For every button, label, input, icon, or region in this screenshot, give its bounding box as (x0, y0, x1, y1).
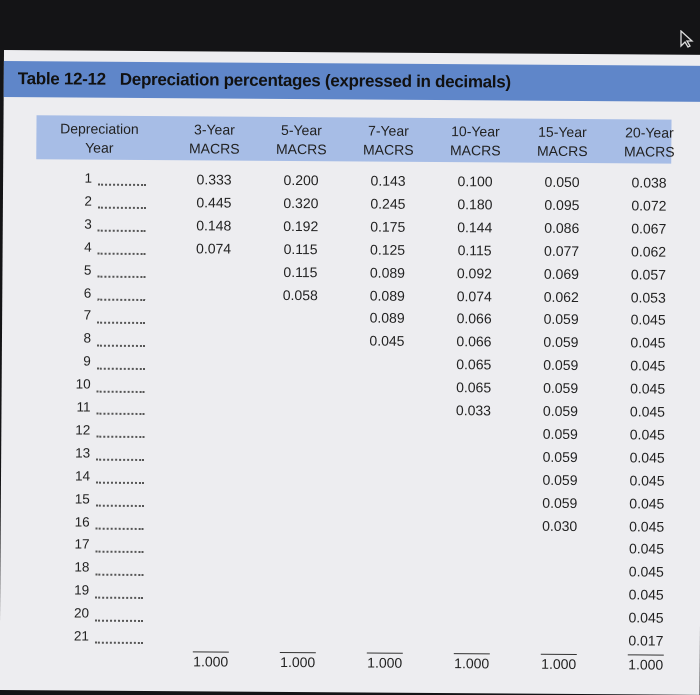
table-cell: 0.059 (543, 311, 579, 328)
table-cell: 0.045 (628, 609, 664, 626)
year-label (57, 328, 162, 351)
table-cell: 0.059 (543, 379, 579, 397)
year-label (58, 236, 163, 259)
column-total: 1.000 (454, 655, 490, 672)
table-cell: 0.333 (196, 171, 232, 188)
column-header-line2: MACRS (188, 140, 240, 157)
year-label (58, 167, 163, 190)
table-cell: 0.017 (628, 632, 664, 649)
table-cell: 0.045 (369, 332, 405, 350)
table-cell: 0.066 (456, 333, 492, 350)
column-header (345, 121, 431, 160)
leader-dots (96, 470, 144, 484)
column-total: 1.000 (193, 653, 229, 670)
year-number: 10 (75, 376, 91, 392)
column-total: 1.000 (628, 656, 664, 673)
year-label (56, 511, 161, 534)
table-cell: 0.045 (628, 586, 664, 603)
table-cell: 0.059 (542, 494, 578, 511)
year-number: 8 (83, 330, 92, 346)
table-cell: 0.072 (631, 197, 667, 214)
column-header-line2: Year (85, 139, 114, 156)
year-number: 7 (83, 307, 92, 324)
year-number: 12 (75, 422, 91, 438)
leader-dots (98, 172, 146, 186)
table-cell: 0.065 (456, 379, 492, 396)
table-cell: 0.045 (630, 311, 666, 329)
table-cell: 0.057 (630, 265, 667, 283)
year-label (56, 419, 161, 442)
year-number: 17 (74, 536, 90, 552)
year-number: 1 (84, 170, 93, 186)
year-label (57, 259, 162, 282)
column-header-line1: 10-Year (451, 123, 500, 140)
year-number: 3 (84, 216, 92, 232)
column-header (258, 121, 344, 160)
column-header (606, 123, 692, 162)
table-cell: 0.089 (369, 287, 405, 304)
table-caption (4, 61, 700, 102)
column-header-line1: 15-Year (538, 123, 587, 141)
depreciation-table (33, 115, 675, 683)
column-header-line2: MACRS (362, 141, 414, 158)
year-number: 21 (73, 628, 89, 644)
year-label (55, 602, 160, 625)
table-cell: 0.045 (628, 540, 665, 558)
table-cell: 0.175 (370, 218, 406, 235)
column-total: 1.000 (541, 655, 577, 672)
leader-dots (97, 309, 145, 323)
table-cell: 0.053 (630, 288, 666, 306)
column-header-line1: 3-Year (194, 121, 235, 138)
year-label (55, 580, 160, 603)
year-label (55, 625, 160, 648)
table-cell: 0.148 (196, 217, 232, 234)
column-header (171, 120, 257, 159)
leader-dots (97, 287, 145, 301)
leader-dots (97, 332, 145, 346)
year-label (56, 465, 161, 488)
leader-dots (95, 607, 143, 621)
table-cell: 0.045 (628, 563, 664, 580)
table-cell: 0.062 (631, 243, 667, 260)
year-label (57, 351, 162, 374)
table-cell: 0.059 (542, 448, 578, 465)
leader-dots (97, 355, 145, 369)
column-header-line2: MACRS (536, 142, 588, 160)
column-header-line2: MACRS (275, 140, 327, 158)
table-cell: 0.092 (456, 264, 493, 282)
table-cell: 0.045 (630, 334, 666, 351)
table-cell: 0.059 (542, 471, 578, 488)
table-cell: 0.192 (283, 217, 319, 234)
table-cell: 0.045 (629, 449, 665, 466)
year-number: 2 (84, 193, 93, 209)
year-number: 5 (83, 262, 92, 278)
table-cell: 0.115 (283, 240, 318, 257)
table-cell: 0.086 (544, 219, 580, 236)
table-cell: 0.180 (457, 196, 493, 213)
table-cell: 0.069 (543, 265, 580, 282)
table-cell: 0.059 (543, 356, 579, 374)
year-label (55, 557, 160, 580)
table-cell: 0.445 (196, 194, 232, 211)
leader-dots (96, 516, 144, 530)
table-cell: 0.074 (196, 240, 232, 257)
table-cell: 0.045 (629, 403, 666, 420)
table-body (33, 159, 672, 683)
table-cell: 0.045 (629, 517, 665, 535)
leader-dots (95, 561, 143, 575)
leader-dots (97, 378, 145, 392)
table-header (36, 115, 675, 163)
table-cell: 0.143 (370, 172, 406, 189)
year-number: 14 (74, 468, 91, 484)
column-header (432, 122, 518, 161)
leader-dots (98, 218, 146, 232)
table-cell: 0.095 (544, 196, 580, 213)
year-number: 18 (74, 559, 90, 575)
table-cell: 0.115 (283, 263, 318, 280)
table-cell: 0.030 (542, 517, 578, 534)
leader-dots (96, 424, 144, 438)
table-cell: 0.045 (629, 426, 665, 443)
year-number: 19 (74, 582, 90, 598)
year-number: 13 (75, 445, 91, 461)
table-cell: 0.089 (369, 264, 406, 281)
year-number: 9 (83, 353, 91, 369)
table-cell: 0.074 (456, 287, 492, 304)
year-label (58, 190, 163, 213)
table-cell: 0.058 (282, 286, 318, 303)
leader-dots (98, 195, 146, 209)
table-cell: 0.065 (456, 356, 492, 373)
table-title: Depreciation percentages (expressed in decimals) (119, 69, 511, 92)
column-header (519, 123, 605, 162)
column-header-line1: 5-Year (281, 121, 322, 139)
column-header (44, 119, 154, 158)
table-cell: 0.050 (544, 173, 580, 191)
year-number: 20 (73, 605, 90, 621)
year-label (55, 534, 160, 557)
textbook-page (0, 50, 700, 695)
year-number: 4 (84, 239, 92, 255)
year-number: 15 (74, 491, 90, 507)
leader-dots (98, 241, 146, 255)
table-cell: 0.059 (542, 425, 578, 442)
table-cell: 0.059 (542, 402, 579, 420)
column-header-line1: Depreciation (60, 120, 139, 137)
year-number: 6 (83, 285, 92, 301)
year-label (57, 373, 162, 396)
table-cell: 0.144 (457, 218, 493, 236)
column-header-line1: 20-Year (625, 124, 674, 141)
table-cell: 0.089 (369, 309, 405, 327)
table-cell: 0.320 (283, 194, 319, 212)
leader-dots (96, 447, 144, 461)
column-header-line2: MACRS (623, 143, 675, 160)
table-cell: 0.045 (629, 494, 665, 512)
year-number: 16 (74, 514, 90, 530)
table-cell: 0.066 (456, 310, 492, 327)
table-number: Table 12-12 (17, 69, 106, 89)
leader-dots (95, 630, 143, 644)
cursor-icon (680, 30, 694, 48)
table-cell: 0.045 (629, 472, 665, 489)
table-cell: 0.200 (283, 171, 319, 189)
column-total: 1.000 (280, 653, 316, 671)
leader-dots (96, 493, 144, 507)
leader-dots (95, 584, 143, 598)
year-label (56, 442, 161, 465)
leader-dots (95, 538, 143, 552)
table-cell: 0.100 (457, 173, 493, 190)
year-label (57, 305, 162, 328)
table-cell: 0.077 (544, 242, 580, 259)
table-cell: 0.067 (631, 220, 667, 237)
table-cell: 0.045 (630, 380, 666, 397)
year-label (57, 282, 162, 305)
leader-dots (96, 401, 144, 415)
table-cell: 0.033 (455, 402, 492, 419)
table-cell: 0.038 (631, 174, 667, 191)
year-label (56, 396, 161, 419)
year-number: 11 (76, 399, 91, 415)
leader-dots (97, 264, 145, 278)
table-cell: 0.062 (543, 288, 579, 305)
table-cell: 0.245 (370, 195, 406, 212)
year-label (56, 488, 161, 511)
column-header-line1: 7-Year (368, 122, 409, 139)
year-label (58, 213, 163, 236)
table-cell: 0.059 (543, 334, 579, 351)
table-cell: 0.115 (457, 241, 492, 259)
table-cell: 0.045 (630, 357, 666, 374)
table-cell: 0.125 (370, 241, 406, 258)
column-total: 1.000 (367, 654, 403, 671)
column-header-line2: MACRS (449, 142, 501, 159)
